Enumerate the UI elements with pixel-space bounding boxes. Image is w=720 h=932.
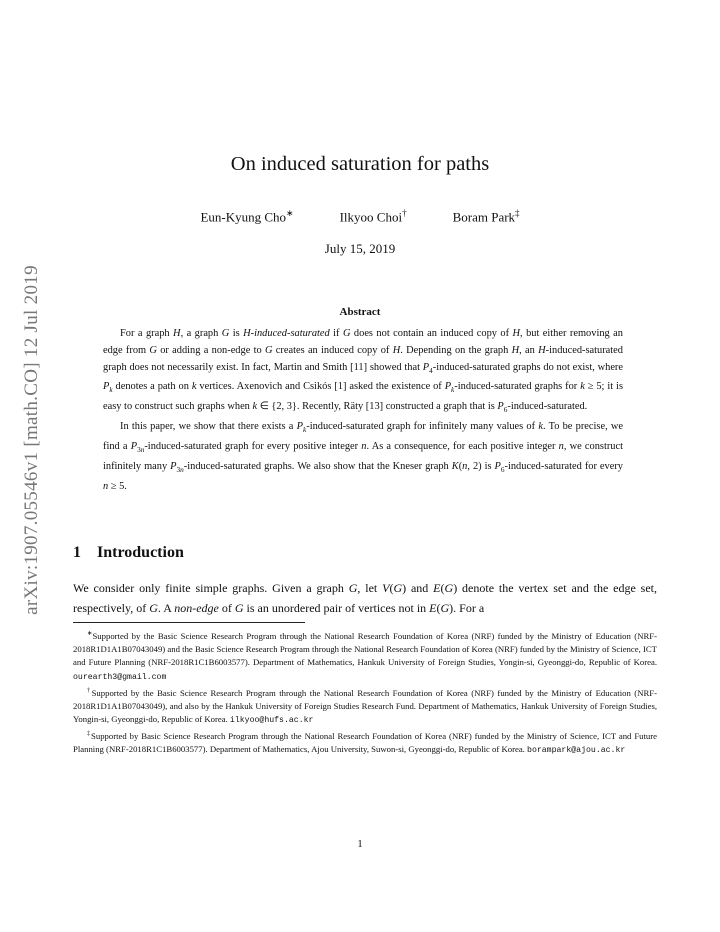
footnote-2: †Supported by the Basic Science Research Program through the National Research Foundation of Korea (NRF) funded by the Ministry of Education (NRF-2018R1D1A1B07043049), and also by the Hankuk University of Foreign Studies Research Fund. Department of Mathematics, Hankuk University of Foreign Studies, Yongin-si, Gyeonggi-do, Republic of Korea. ilkyoo@hufs.ac.kr bbox=[73, 686, 657, 725]
email-author-1: ourearth3@gmail.com bbox=[73, 672, 167, 682]
section-heading-introduction bbox=[73, 544, 184, 562]
section-number: 1 bbox=[73, 544, 81, 561]
abstract-paragraph-1: For a graph H, a graph G is H-induced-saturated if G does not contain an induced copy of H, but either removing an edge from G or adding a non-edge to G creates an induced copy of H. Depending on the graph H, an H-induced-saturated graph does not necessarily exist. In fact, Martin and Smith [11] showed that $P_4-induced$-saturated graphs do not exist, where $P_k$ denotes a path on k vertices. Axenovich and Csikós [1] asked the existence of $P_k-induced$-saturated graphs for k ≥ 5; it is easy to construct such graphs when k ∈ {2, 3}. Recently, Räty [13] constructed a graph that is $P_6-induced$-saturated. bbox=[103, 328, 624, 415]
abstract-paragraph-2: In this paper, we show that there exists a $P_k-induced$-saturated graph for infinitely many values of k. To be precise, we find a $P_{3n}-induced$-saturated graph for every positive integer n. As a consequence, for each positive integer n, we construct infinitely many $P_{3n}-induced$-saturated graphs. We also show that the Kneser graph K(n, 2) is $P_6-induced$-saturated for every n ≥ 5. bbox=[103, 421, 624, 492]
footnotes bbox=[73, 627, 657, 758]
introduction-paragraph: We consider only finite simple graphs. Given a graph G, let V(G) and E(G) denote the vertex set and the edge set, respectively, of G. A non-edge of G is an unordered pair of vertices not in E(G). For a bbox=[73, 581, 657, 615]
arxiv-identifier-stamp bbox=[14, 240, 50, 640]
email-author-2: ilkyoo@hufs.ac.kr bbox=[229, 716, 314, 725]
page-number: 1 bbox=[357, 838, 363, 850]
author-1: Eun-Kyung Cho∗ bbox=[200, 208, 294, 225]
paper-date: July 15, 2019 bbox=[324, 241, 396, 256]
email-author-3: borampark@ajou.ac.kr bbox=[527, 746, 626, 756]
footnote-1: ∗Supported by the Basic Science Research Program through the National Research Foundation of Korea (NRF) funded by the Ministry of Education (NRF-2018R1D1A1B07043049) and the Basic Science Research Program through the National Research Foundation of Korea (NRF) funded by the Ministry of Science, ICT and Future Planning (NRF-2018R1C1B6003577). Department of Mathematics, Hankuk University of Foreign Studies, Yongin-si, Gyeonggi-do, Republic of Korea. ourearth3@gmail.com bbox=[73, 630, 657, 682]
abstract-heading: Abstract bbox=[339, 306, 381, 318]
author-list bbox=[160, 208, 560, 225]
footnote-3: ‡Supported by Basic Science Research Program through the National Research Foundation of Korea (NRF) funded by the Ministry of Science, ICT and Future Planning (NRF-2018R1C1B6003577). Department of Mathematics, Ajou University, Suwon-si, Gyeonggi-do, Republic of Korea. borampark@ajou.ac.kr bbox=[73, 730, 657, 756]
arxiv-stamp-text: arXiv:1907.05546v1 [math.CO] 12 Jul 2019 bbox=[21, 265, 43, 615]
footnote-separator bbox=[73, 622, 305, 623]
abstract-body bbox=[103, 326, 623, 496]
paper-title: On induced saturation for paths bbox=[230, 153, 490, 175]
author-3: Boram Park‡ bbox=[452, 208, 520, 225]
author-2: Ilkyoo Choi† bbox=[339, 208, 407, 225]
section-title: Introduction bbox=[97, 544, 184, 561]
